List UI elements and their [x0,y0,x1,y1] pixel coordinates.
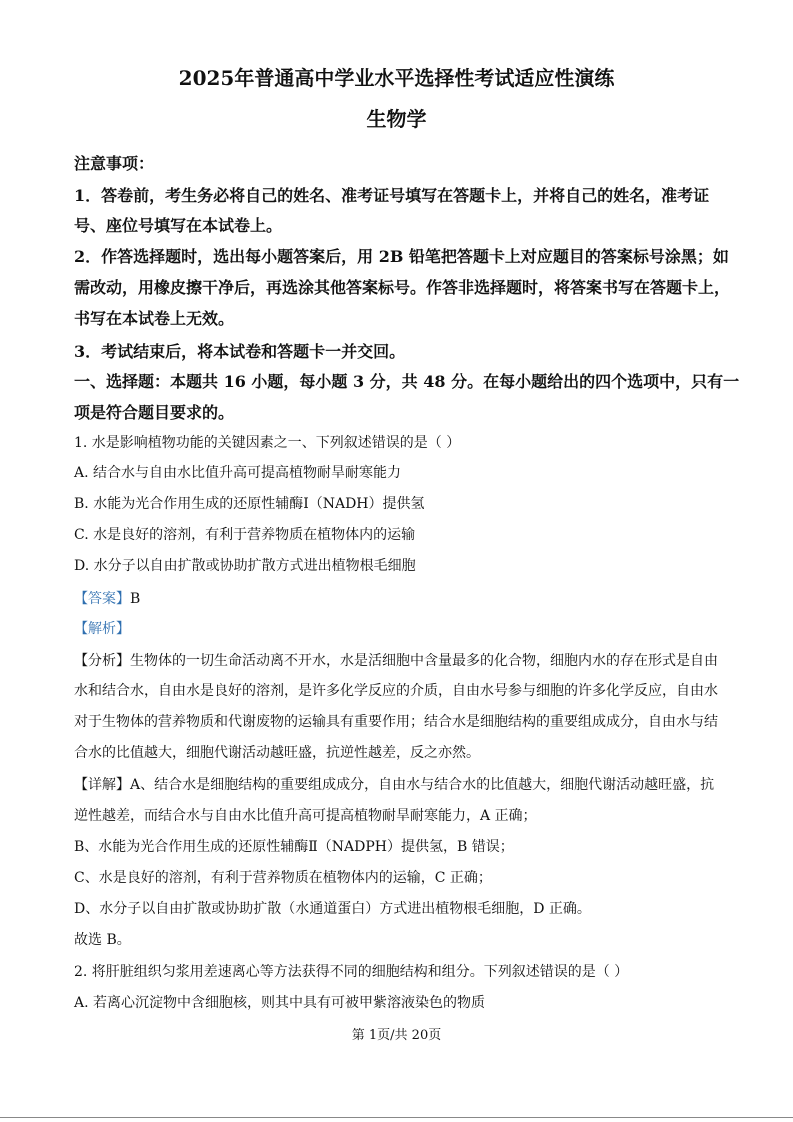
notice-item-1-line-1: 1．答卷前，考生务必将自己的姓名、准考证号填写在答题卡上，并将自己的姓名，准考证 [74,186,710,205]
xiangjie-line-2: 逆性越差，而结合水与自由水比值升高可提高植物耐旱耐寒能力，A 正确； [74,808,537,824]
xiangjie-line-5: D、水分子以自由扩散或协助扩散（水通道蛋白）方式进出植物根毛细胞，D 正确。 [74,901,591,917]
q1-conclusion: 故选 B。 [74,932,131,948]
q1-option-a: A. 结合水与自由水比值升高可提高植物耐旱耐寒能力 [74,465,402,481]
fenxi-text-1: 生物体的一切生命活动离不开水，水是活细胞中含量最多的化合物，细胞内水的存在形式是自由 [130,653,718,669]
answer-tag: 【答案】 [74,591,130,607]
section-heading-line-1: 一、选择题：本题共 16 小题，每小题 3 分，共 48 分。在每小题给出的四个选项中，只有一 [74,372,740,391]
q1-stem: 1. 水是影响植物功能的关键因素之一、下列叙述错误的是（ ） [74,435,461,451]
notice-item-2-line-3: 书写在本试卷上无效。 [74,309,235,328]
q2-stem: 2. 将肝脏组织匀浆用差速离心等方法获得不同的细胞结构和组分。下列叙述错误的是（ ） [74,964,629,980]
xiangjie-tag: 【详解】 [74,777,130,793]
notice-item-3: 3．考试结束后，将本试卷和答题卡一并交回。 [74,342,406,361]
q1-option-d: D. 水分子以自由扩散或协助扩散方式进出植物根毛细胞 [74,558,416,574]
page-number: 第 1页/共 20页 [351,1028,442,1043]
xiangjie-text-1: A、结合水是细胞结构的重要组成成分，自由水与结合水的比值越大，细胞代谢活动越旺盛，抗 [130,777,715,793]
answer-value: B [130,591,141,607]
fenxi-line-4: 合水的比值越大，细胞代谢活动越旺盛，抗逆性越差，反之亦然。 [74,745,480,761]
page-title: 2025年普通高中学业水平选择性考试适应性演练 [178,66,615,90]
notice-item-2-line-1: 2．作答选择题时，选出每小题答案后，用 2B 铅笔把答题卡上对应题目的答案标号涂黑；如 [74,247,729,266]
notice-item-1-line-2: 号、座位号填写在本试卷上。 [74,216,283,235]
subject-title: 生物学 [366,107,427,131]
q1-option-c: C. 水是良好的溶剂，有利于营养物质在植物体内的运输 [74,527,416,543]
xiangjie-line-1 [74,774,724,794]
section-heading-line-2: 项是符合题目要求的。 [74,403,235,422]
xiangjie-line-4: C、水是良好的溶剂，有利于营养物质在植物体内的运输，C 正确； [74,870,492,886]
q1-answer [74,588,724,608]
fenxi-line-1 [74,650,724,670]
analysis-tag: 【解析】 [74,621,130,637]
fenxi-line-3: 对于生物体的营养物质和代谢废物的运输具有重要作用；结合水是细胞结构的重要组成成分，自由水与结 [74,714,718,730]
q1-option-b: B. 水能为光合作用生成的还原性辅酶Ⅰ（NADH）提供氢 [74,496,425,512]
fenxi-tag: 【分析】 [74,653,130,669]
xiangjie-line-3: B、水能为光合作用生成的还原性辅酶Ⅱ（NADPH）提供氢，B 错误； [74,839,514,855]
fenxi-line-2: 水和结合水，自由水是良好的溶剂，是许多化学反应的介质，自由水号参与细胞的许多化学反应，自由水 [74,683,718,699]
q2-option-a: A. 若离心沉淀物中含细胞核，则其中具有可被甲紫溶液染色的物质 [74,995,486,1011]
notice-item-2-line-2: 需改动，用橡皮擦干净后，再选涂其他答案标号。作答非选择题时，将答案书写在答题卡上， [74,278,731,297]
bottom-divider [0,1117,793,1118]
notice-heading: 注意事项： [74,154,155,173]
